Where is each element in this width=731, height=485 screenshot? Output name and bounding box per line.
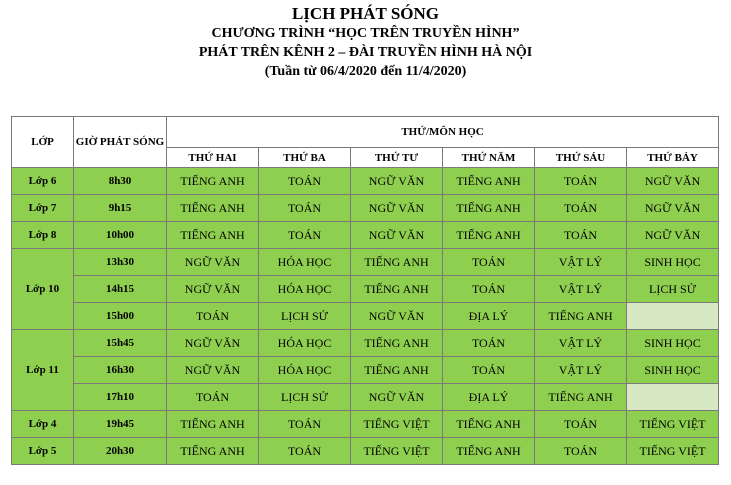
subject-cell: TIẾNG ANH xyxy=(443,195,535,222)
table-row xyxy=(12,195,719,222)
subject-cell: TOÁN xyxy=(443,276,535,303)
subject-cell: ĐỊA LÝ xyxy=(443,303,535,330)
channel-info: PHÁT TRÊN KÊNH 2 – ĐÀI TRUYỀN HÌNH HÀ NỘI xyxy=(198,45,533,60)
subject-cell: NGỮ VĂN xyxy=(167,330,259,357)
time-cell: 19h45 xyxy=(74,411,167,438)
empty-cell xyxy=(627,384,719,411)
table-row xyxy=(12,384,719,411)
subject-cell: TOÁN xyxy=(259,168,351,195)
subject-cell: NGỮ VĂN xyxy=(351,195,443,222)
subject-cell: TOÁN xyxy=(167,384,259,411)
subject-cell: TIẾNG ANH xyxy=(167,438,259,465)
subject-cell: NGỮ VĂN xyxy=(351,384,443,411)
subject-cell: TIẾNG ANH xyxy=(167,195,259,222)
header-day-mon: THỨ HAI xyxy=(167,148,259,168)
time-cell: 20h30 xyxy=(74,438,167,465)
header-day-wed: THỨ TƯ xyxy=(351,148,443,168)
time-cell: 15h00 xyxy=(74,303,167,330)
class-cell: Lớp 11 xyxy=(12,330,74,411)
subject-cell: TOÁN xyxy=(535,222,627,249)
time-cell: 13h30 xyxy=(74,249,167,276)
time-cell: 16h30 xyxy=(74,357,167,384)
header-day-fri: THỨ SÁU xyxy=(535,148,627,168)
page-title: LỊCH PHÁT SÓNG xyxy=(291,4,440,23)
subject-cell: TIẾNG ANH xyxy=(351,276,443,303)
subject-cell: TOÁN xyxy=(167,303,259,330)
subject-cell: NGỮ VĂN xyxy=(351,168,443,195)
empty-cell xyxy=(627,303,719,330)
table-row xyxy=(12,222,719,249)
table-row xyxy=(12,330,719,357)
subject-cell: TIẾNG VIỆT xyxy=(627,411,719,438)
table-row xyxy=(12,357,719,384)
subject-cell: TIẾNG ANH xyxy=(535,303,627,330)
subject-cell: TIẾNG VIỆT xyxy=(351,438,443,465)
subject-cell: TIẾNG ANH xyxy=(167,222,259,249)
subject-cell: ĐỊA LÝ xyxy=(443,384,535,411)
table-row xyxy=(12,276,719,303)
time-cell: 9h15 xyxy=(74,195,167,222)
header-time: GIỜ PHÁT SÓNG xyxy=(74,117,167,168)
subject-cell: HÓA HỌC xyxy=(259,357,351,384)
schedule-table xyxy=(11,116,719,465)
header-day-thu: THỨ NĂM xyxy=(443,148,535,168)
table-row xyxy=(12,303,719,330)
subject-cell: TOÁN xyxy=(259,222,351,249)
subject-cell: NGỮ VĂN xyxy=(351,222,443,249)
subject-cell: NGỮ VĂN xyxy=(167,357,259,384)
table-row xyxy=(12,411,719,438)
subject-cell: TIẾNG VIỆT xyxy=(351,411,443,438)
subject-cell: TOÁN xyxy=(535,195,627,222)
subject-cell: TOÁN xyxy=(259,438,351,465)
class-cell: Lớp 10 xyxy=(12,249,74,330)
subject-cell: VẬT LÝ xyxy=(535,357,627,384)
class-cell: Lớp 8 xyxy=(12,222,74,249)
subject-cell: TOÁN xyxy=(535,168,627,195)
subject-cell: TIẾNG ANH xyxy=(535,384,627,411)
class-cell: Lớp 4 xyxy=(12,411,74,438)
class-cell: Lớp 5 xyxy=(12,438,74,465)
subject-cell: LỊCH SỬ xyxy=(627,276,719,303)
subject-cell: TOÁN xyxy=(443,249,535,276)
subject-cell: TIẾNG ANH xyxy=(167,168,259,195)
time-cell: 14h15 xyxy=(74,276,167,303)
class-cell: Lớp 7 xyxy=(12,195,74,222)
subject-cell: NGỮ VĂN xyxy=(167,249,259,276)
week-range: (Tuần từ 06/4/2020 đến 11/4/2020) xyxy=(264,64,467,79)
subject-cell: TIẾNG ANH xyxy=(351,330,443,357)
subject-cell: TIẾNG ANH xyxy=(167,411,259,438)
subject-cell: VẬT LÝ xyxy=(535,276,627,303)
subject-cell: SINH HỌC xyxy=(627,249,719,276)
subject-cell: VẬT LÝ xyxy=(535,249,627,276)
table-row xyxy=(12,438,719,465)
subject-cell: VẬT LÝ xyxy=(535,330,627,357)
subject-cell: TOÁN xyxy=(443,330,535,357)
subject-cell: HÓA HỌC xyxy=(259,330,351,357)
table-row xyxy=(12,249,719,276)
page-header xyxy=(0,4,731,81)
time-cell: 10h00 xyxy=(74,222,167,249)
subject-cell: NGỮ VĂN xyxy=(627,222,719,249)
subject-cell: HÓA HỌC xyxy=(259,276,351,303)
subject-cell: LỊCH SỬ xyxy=(259,384,351,411)
header-day-tue: THỨ BA xyxy=(259,148,351,168)
subject-cell: SINH HỌC xyxy=(627,357,719,384)
time-cell: 15h45 xyxy=(74,330,167,357)
subject-cell: SINH HỌC xyxy=(627,330,719,357)
subject-cell: NGỮ VĂN xyxy=(627,195,719,222)
time-cell: 17h10 xyxy=(74,384,167,411)
program-name: CHƯƠNG TRÌNH “HỌC TRÊN TRUYỀN HÌNH” xyxy=(211,26,520,41)
subject-cell: TOÁN xyxy=(535,411,627,438)
subject-cell: TOÁN xyxy=(535,438,627,465)
subject-cell: TOÁN xyxy=(443,357,535,384)
subject-cell: TIẾNG VIỆT xyxy=(627,438,719,465)
header-day-sat: THỨ BẢY xyxy=(627,148,719,168)
subject-cell: TIẾNG ANH xyxy=(443,411,535,438)
subject-cell: TIẾNG ANH xyxy=(351,249,443,276)
class-cell: Lớp 6 xyxy=(12,168,74,195)
subject-cell: TIẾNG ANH xyxy=(443,222,535,249)
subject-cell: TIẾNG ANH xyxy=(443,438,535,465)
header-class: LỚP xyxy=(12,117,74,168)
subject-cell: LỊCH SỬ xyxy=(259,303,351,330)
subject-cell: TOÁN xyxy=(259,411,351,438)
header-day-subject: THỨ/MÔN HỌC xyxy=(167,117,719,148)
subject-cell: TOÁN xyxy=(259,195,351,222)
subject-cell: NGỮ VĂN xyxy=(167,276,259,303)
table-row xyxy=(12,168,719,195)
time-cell: 8h30 xyxy=(74,168,167,195)
subject-cell: TIẾNG ANH xyxy=(351,357,443,384)
subject-cell: NGỮ VĂN xyxy=(627,168,719,195)
subject-cell: TIẾNG ANH xyxy=(443,168,535,195)
subject-cell: HÓA HỌC xyxy=(259,249,351,276)
subject-cell: NGỮ VĂN xyxy=(351,303,443,330)
